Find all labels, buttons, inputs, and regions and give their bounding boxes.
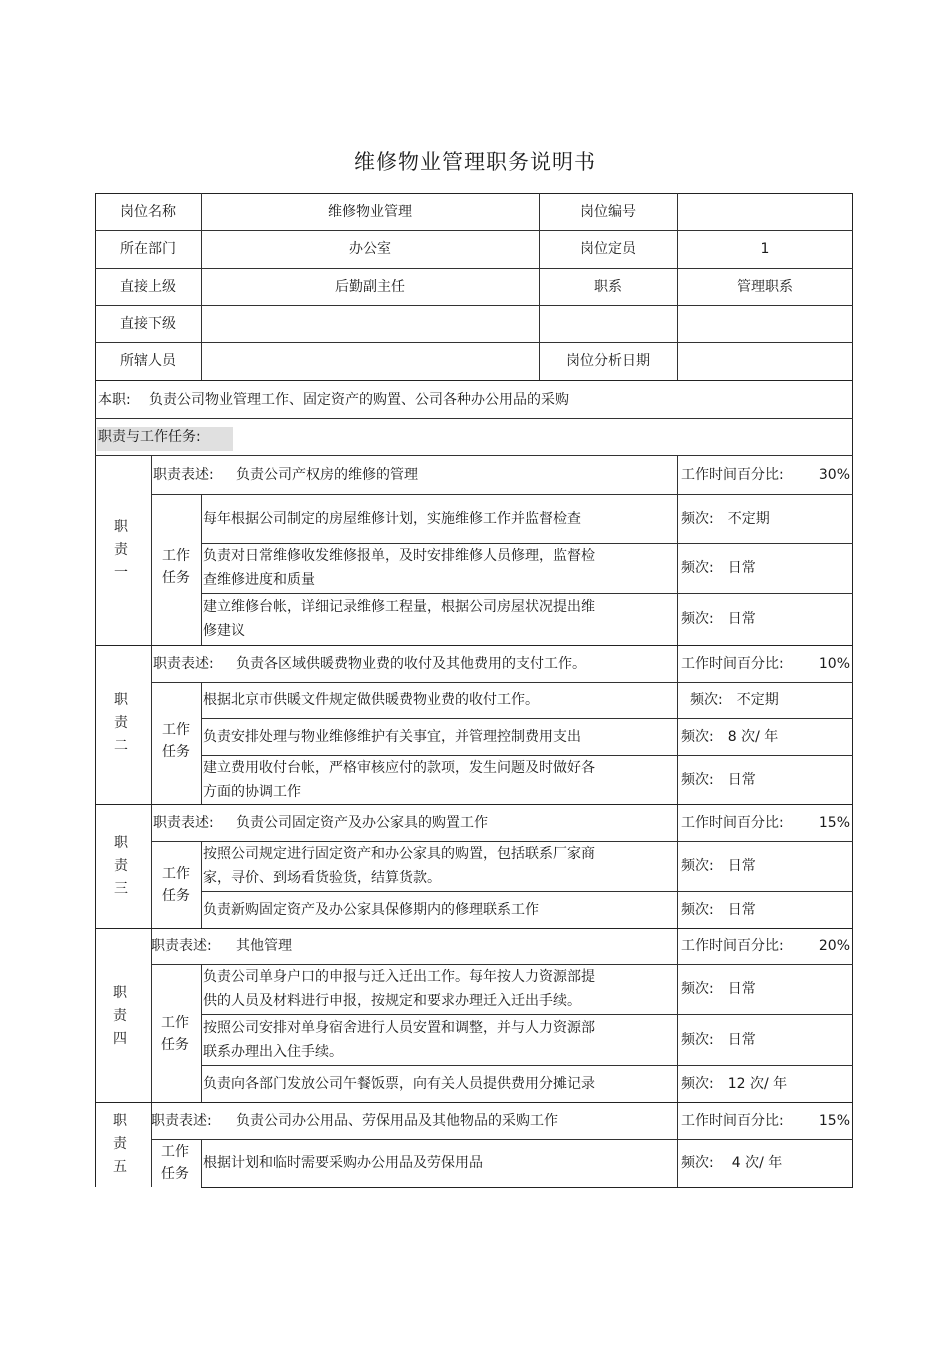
task-frequency: 频次: 日常 bbox=[681, 560, 756, 576]
duty-name: 职 责 一 bbox=[114, 519, 128, 581]
duty-desc-label: 职责表述: bbox=[153, 655, 214, 672]
duty-desc-label: 职责表述: bbox=[151, 1112, 212, 1129]
task-text: 建立维修台帐，详细记录维修工程量，根据公司房屋状况提出维 修建议 bbox=[203, 599, 595, 639]
duty-name: 职 责 三 bbox=[114, 835, 128, 897]
task-frequency: 频次: 12 次/ 年 bbox=[681, 1075, 788, 1092]
duty-desc-label: 职责表述: bbox=[153, 466, 214, 483]
time-percent-value: 10% bbox=[818, 655, 850, 672]
task-text: 负责新购固定资产及办公家具保修期内的修理联系工作 bbox=[203, 901, 539, 918]
grid-line bbox=[201, 1187, 853, 1188]
task-label: 工作 任务 bbox=[162, 866, 190, 904]
position-code-label: 岗位编号 bbox=[580, 203, 636, 220]
task-frequency: 频次: 日常 bbox=[681, 771, 756, 788]
duty-desc-label: 职责表述: bbox=[151, 938, 212, 954]
task-text: 根据计划和临时需要采购办公用品及劳保用品 bbox=[203, 1155, 483, 1171]
task-text: 负责向各部门发放公司午餐饭票，向有关人员提供费用分摊记录 bbox=[203, 1075, 595, 1092]
duty-desc-label: 职责表述: bbox=[153, 814, 214, 831]
role-summary-text: 负责公司物业管理工作、固定资产的购置、公司各种办公用品的采购 bbox=[149, 391, 569, 408]
analysis-date-value bbox=[677, 342, 853, 380]
task-text: 按照公司规定进行固定资产和办公家具的购置，包括联系厂家商 家，寻价、到场看货验货，结算货款。 bbox=[203, 846, 595, 886]
grid-line bbox=[201, 841, 202, 928]
analysis-date-label: 岗位分析日期 bbox=[566, 353, 650, 369]
task-frequency: 频次: 日常 bbox=[681, 901, 756, 918]
department-value: 办公室 bbox=[349, 241, 391, 257]
time-percent-label: 工作时间百分比: bbox=[681, 655, 784, 672]
task-frequency: 频次: 不定期 bbox=[690, 692, 779, 708]
task-label: 工作 任务 bbox=[162, 722, 190, 760]
duty-name: 职 责 二 bbox=[114, 692, 128, 754]
subordinate-value bbox=[201, 305, 539, 342]
job-family-label: 职系 bbox=[594, 278, 622, 295]
task-frequency: 频次: 4 次/ 年 bbox=[681, 1155, 783, 1171]
position-name-value: 维修物业管理 bbox=[328, 203, 412, 220]
duties-section-header: 职责与工作任务: bbox=[98, 428, 201, 445]
task-text: 每年根据公司制定的房屋维修计划，实施维修工作并监督检查 bbox=[203, 510, 581, 527]
task-text: 负责公司单身户口的申报与迁入迁出工作。每年按人力资源部提 供的人员及材料进行申报，按规定和要求办理迁入迁出手续。 bbox=[203, 969, 595, 1009]
time-percent-value: 15% bbox=[818, 1112, 850, 1129]
task-frequency: 频次: 日常 bbox=[681, 858, 756, 874]
grid-line bbox=[201, 1139, 202, 1187]
time-percent-label: 工作时间百分比: bbox=[681, 466, 784, 483]
grid-line bbox=[201, 682, 202, 804]
task-text: 负责对日常维修收发维修报单，及时安排维修人员修理，监督检 查维修进度和质量 bbox=[203, 548, 595, 588]
task-frequency: 频次: 日常 bbox=[681, 981, 756, 997]
supervisor-label: 直接上级 bbox=[120, 278, 176, 295]
task-frequency: 频次: 日常 bbox=[681, 1031, 756, 1048]
grid-line bbox=[201, 494, 202, 645]
task-frequency: 频次: 8 次/ 年 bbox=[681, 728, 779, 745]
time-percent-value: 15% bbox=[818, 814, 850, 831]
empty-cell bbox=[677, 305, 853, 342]
headcount-value: 1 bbox=[760, 241, 770, 257]
grid-line bbox=[677, 455, 678, 1187]
task-frequency: 频次: 不定期 bbox=[681, 510, 770, 527]
task-text: 负责安排处理与物业维修维护有关事宜，并管理控制费用支出 bbox=[203, 728, 581, 745]
grid-line bbox=[201, 964, 202, 1102]
time-percent-value: 20% bbox=[818, 938, 850, 954]
duty-desc-text: 负责公司产权房的维修的管理 bbox=[236, 466, 418, 483]
duty-name: 职 责 五 bbox=[113, 1113, 127, 1175]
supervisor-value: 后勤副主任 bbox=[335, 278, 405, 295]
task-text: 建立费用收付台帐，严格审核应付的款项，发生问题及时做好各 方面的协调工作 bbox=[203, 759, 595, 800]
task-frequency: 频次: 日常 bbox=[681, 611, 756, 627]
position-name-label: 岗位名称 bbox=[120, 203, 176, 220]
headcount-label: 岗位定员 bbox=[580, 241, 636, 257]
role-summary-label: 本职: bbox=[98, 391, 131, 408]
duty-desc-text: 其他管理 bbox=[236, 938, 292, 954]
task-label: 工作 任务 bbox=[161, 1015, 189, 1053]
task-text: 根据北京市供暖文件规定做供暖费物业费的收付工作。 bbox=[203, 692, 539, 708]
duty-desc-text: 负责公司办公用品、劳保用品及其他物品的采购工作 bbox=[236, 1112, 558, 1129]
duty-desc-text: 负责各区域供暖费物业费的收付及其他费用的支付工作。 bbox=[236, 655, 586, 672]
page-title: 维修物业管理职务说明书 bbox=[354, 150, 596, 174]
staff-value bbox=[201, 342, 539, 380]
time-percent-label: 工作时间百分比: bbox=[681, 1112, 784, 1129]
time-percent-label: 工作时间百分比: bbox=[681, 814, 784, 831]
task-label: 工作 任务 bbox=[162, 548, 190, 586]
duty-name: 职 责 四 bbox=[113, 985, 127, 1047]
staff-label: 所辖人员 bbox=[120, 353, 176, 369]
position-code-value bbox=[677, 193, 853, 230]
time-percent-label: 工作时间百分比: bbox=[681, 938, 784, 954]
time-percent-value: 30% bbox=[818, 466, 850, 483]
subordinate-label: 直接下级 bbox=[120, 315, 176, 332]
department-label: 所在部门 bbox=[120, 241, 176, 257]
empty-cell bbox=[539, 305, 677, 342]
task-label: 工作 任务 bbox=[161, 1144, 189, 1182]
task-text: 按照公司安排对单身宿舍进行人员安置和调整，并与人力资源部 联系办理出入住手续。 bbox=[203, 1019, 595, 1060]
duty-desc-text: 负责公司固定资产及办公家具的购置工作 bbox=[236, 814, 488, 831]
job-family-value: 管理职系 bbox=[737, 278, 793, 295]
